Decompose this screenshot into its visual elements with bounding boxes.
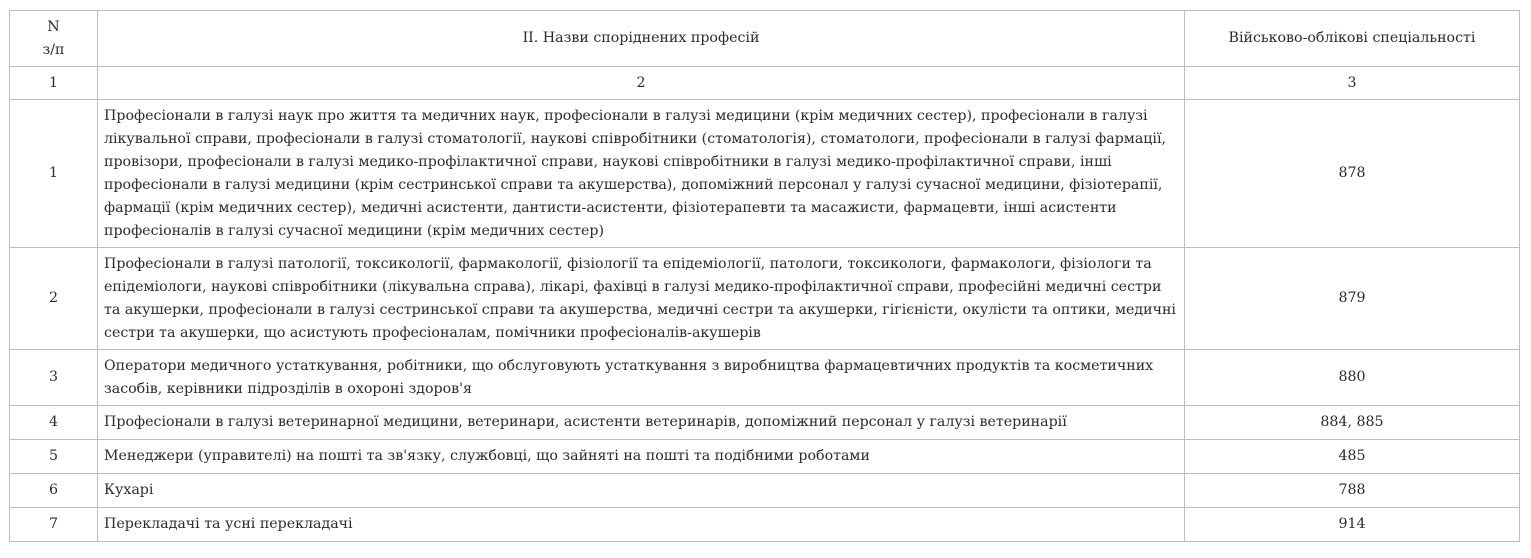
specialty-code: 788: [1185, 474, 1520, 508]
specialty-code: 880: [1185, 350, 1520, 406]
column-number: 1: [10, 67, 98, 100]
table-row: [10, 406, 1520, 440]
row-number: 6: [10, 474, 98, 508]
row-number: 2: [10, 248, 98, 350]
specialty-code: 914: [1185, 508, 1520, 542]
header-military-specialties: Військово-облікові спеціальності: [1185, 11, 1520, 67]
column-number: 3: [1185, 67, 1520, 100]
professions-table: [9, 10, 1520, 542]
specialty-code: 884, 885: [1185, 406, 1520, 440]
table-row: [10, 100, 1520, 248]
table-row: [10, 350, 1520, 406]
header-row: [10, 11, 1520, 67]
row-number: 5: [10, 440, 98, 474]
header-professions: ІІ. Назви споріднених професій: [98, 11, 1185, 67]
profession-names: Професіонали в галузі патології, токсикології, фармакології, фізіології та епідеміології, патологи, токсикологи, фармакологи, фізіологи та епідеміологи, наукові співробітники (лікувальна справа), лікарі, фахівці в галузі медико-профілактичної справи, професійні медичні сестри та акушерки, професіонали в галузі сестринської справи та акушерства, медичні сестри та акушерки, гігієністи, окулісти та оптики, медичні сестри та акушерки, що асистують професіоналам, помічники професіоналів-акушерів: [98, 248, 1185, 350]
profession-names: Оператори медичного устаткування, робітники, що обслуговують устаткування з виробництва фармацевтичних продуктів та косметичних засобів, керівники підрозділів в охороні здоров'я: [98, 350, 1185, 406]
table-row: [10, 440, 1520, 474]
header-number-zp: з/п: [42, 41, 65, 58]
specialty-code: 879: [1185, 248, 1520, 350]
table-row: [10, 508, 1520, 542]
profession-names: Професіонали в галузі ветеринарної медицини, ветеринари, асистенти ветеринарів, допоміжний персонал у галузі ветеринарії: [98, 406, 1185, 440]
header-number-n: N: [47, 18, 60, 35]
specialty-code: 878: [1185, 100, 1520, 248]
column-number-row: [10, 67, 1520, 100]
row-number: 7: [10, 508, 98, 542]
row-number: 4: [10, 406, 98, 440]
profession-names: Кухарі: [98, 474, 1185, 508]
row-number: 1: [10, 100, 98, 248]
profession-names: Професіонали в галузі наук про життя та медичних наук, професіонали в галузі медицини (крім медичних сестер), професіонали в галузі лікувальної справи, професіонали в галузі стоматології, наукові співробітники (стоматологія), стоматологи, професіонали в галузі фармації, провізори, професіонали в галузі медико-профілактичної справи, наукові співробітники в галузі медико-профілактичної справи, інші професіонали в галузі медицини (крім сестринської справи та акушерства), допоміжний персонал у галузі сучасної медицини, фізіотерапії, фармації (крім медичних сестер), медичні асистенти, дантисти-асистенти, фізіотерапевти та масажисти, фармацевти, інші асистенти професіоналів в галузі сучасної медицини (крім медичних сестер): [98, 100, 1185, 248]
specialty-code: 485: [1185, 440, 1520, 474]
profession-names: Менеджери (управителі) на пошті та зв'язку, службовці, що зайняті на пошті та подібними роботами: [98, 440, 1185, 474]
table-row: [10, 248, 1520, 350]
profession-names: Перекладачі та усні перекладачі: [98, 508, 1185, 542]
table-row: [10, 474, 1520, 508]
row-number: 3: [10, 350, 98, 406]
column-number: 2: [98, 67, 1185, 100]
header-number: [10, 11, 98, 67]
